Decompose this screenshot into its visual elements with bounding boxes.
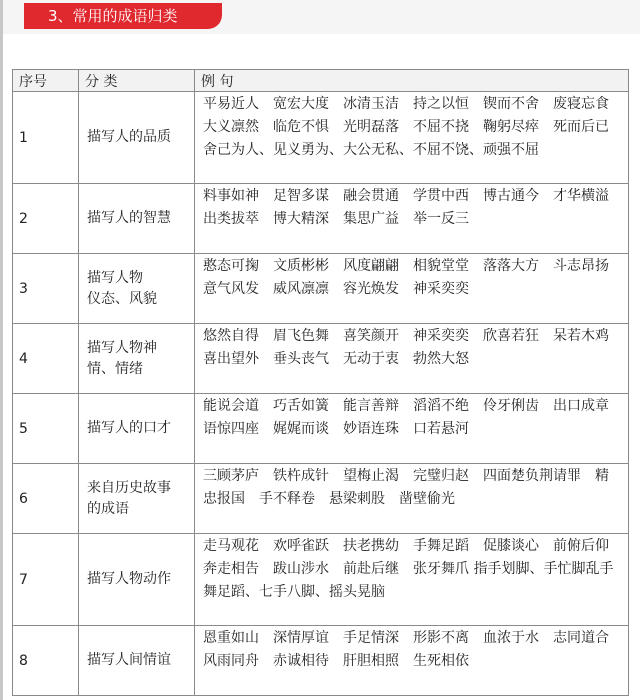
row-category: 描写人的口才 — [79, 394, 195, 464]
row-number: 3 — [13, 254, 79, 324]
row-number: 5 — [13, 394, 79, 464]
table-row — [13, 184, 629, 254]
row-examples: 平易近人 宽宏大度 冰清玉洁 持之以恒 锲而不舍 废寝忘食 大义凛然 临危不惧 光明磊落 不屈不挠 鞠躬尽瘁 死而后已 舍己为人、见义勇为、大公无私、不屈不饶、顽强不屈 — [195, 92, 629, 184]
row-number: 4 — [13, 324, 79, 394]
table-row — [13, 534, 629, 626]
left-border — [0, 0, 3, 700]
row-category: 描写人的品质 — [79, 92, 195, 184]
section-title: 3、常用的成语归类 — [24, 3, 222, 29]
row-category: 描写人物 仪态、风貌 — [79, 254, 195, 324]
row-examples: 恩重如山 深情厚谊 手足情深 形影不离 血浓于水 志同道合 风雨同舟 赤诚相待 肝胆相照 生死相依 — [195, 626, 629, 696]
row-number: 7 — [13, 534, 79, 626]
table-row — [13, 254, 629, 324]
header-examples: 例 句 — [195, 70, 629, 92]
row-number: 2 — [13, 184, 79, 254]
row-examples: 料事如神 足智多谋 融会贯通 学贯中西 博古通今 才华横溢 出类拔萃 博大精深 集思广益 举一反三 — [195, 184, 629, 254]
row-number: 1 — [13, 92, 79, 184]
row-examples: 走马观花 欢呼雀跃 扶老携幼 手舞足蹈 促膝谈心 前俯后仰 奔走相告 跋山涉水 前赴后继 张牙舞爪 指手划脚、手忙脚乱手舞足蹈、七手八脚、摇头晃脑 — [195, 534, 629, 626]
idiom-table-container — [12, 69, 628, 696]
row-examples: 能说会道 巧舌如簧 能言善辩 滔滔不绝 伶牙俐齿 出口成章 语惊四座 娓娓而谈 妙语连珠 口若悬河 — [195, 394, 629, 464]
row-examples: 悠然自得 眉飞色舞 喜笑颜开 神采奕奕 欣喜若狂 呆若木鸡 喜出望外 垂头丧气 无动于衷 勃然大怒 — [195, 324, 629, 394]
table-row — [13, 324, 629, 394]
table-row — [13, 394, 629, 464]
row-number: 8 — [13, 626, 79, 696]
header-number: 序号 — [13, 70, 79, 92]
row-category: 描写人间情谊 — [79, 626, 195, 696]
row-category: 来自历史故事 的成语 — [79, 464, 195, 534]
idiom-table — [12, 69, 629, 696]
row-examples: 三顾茅庐 铁杵成针 望梅止渴 完璧归赵 四面楚负荆请罪 精忠报国 手不释卷 悬梁刺股 凿壁偷光 — [195, 464, 629, 534]
table-row — [13, 626, 629, 696]
row-category: 描写人的智慧 — [79, 184, 195, 254]
table-row — [13, 92, 629, 184]
row-category: 描写人物神 情、情绪 — [79, 324, 195, 394]
row-examples: 憨态可掬 文质彬彬 风度翩翩 相貌堂堂 落落大方 斗志昂扬 意气风发 威风凛凛 容光焕发 神采奕奕 — [195, 254, 629, 324]
row-category: 描写人物动作 — [79, 534, 195, 626]
header-category: 分 类 — [79, 70, 195, 92]
table-row — [13, 464, 629, 534]
row-number: 6 — [13, 464, 79, 534]
table-header-row — [13, 70, 629, 92]
